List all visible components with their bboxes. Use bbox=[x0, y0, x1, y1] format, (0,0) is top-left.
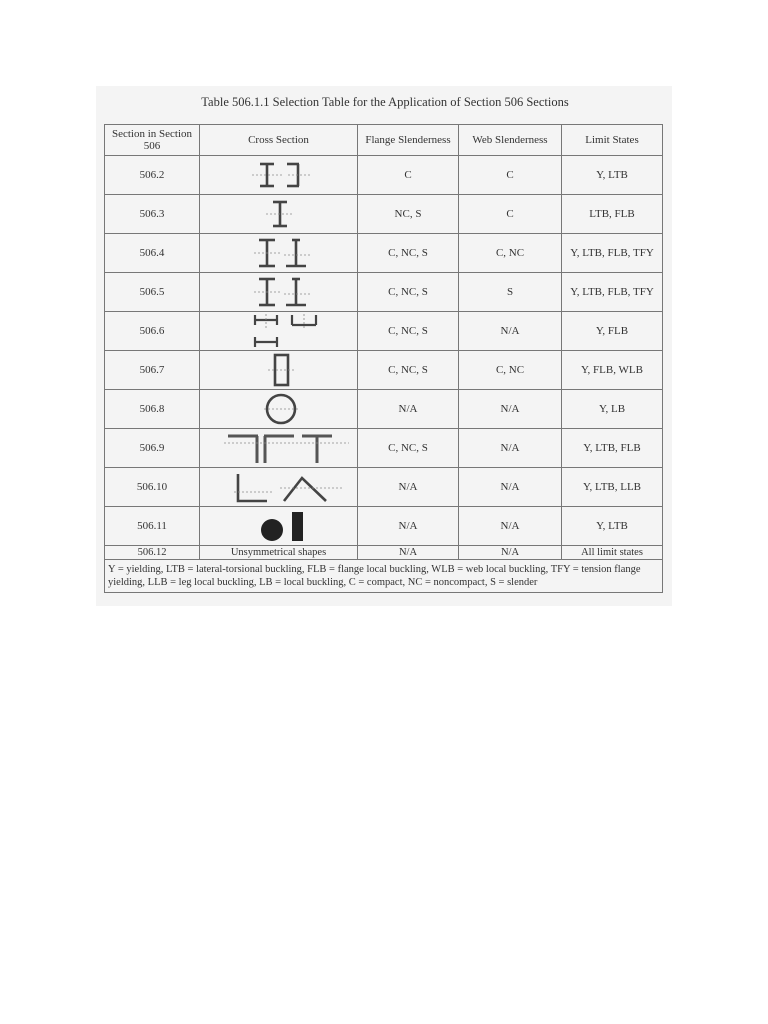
limit-cell: Y, FLB bbox=[562, 312, 663, 351]
limit-cell: Y, LTB bbox=[562, 507, 663, 546]
flange-cell: C bbox=[358, 156, 459, 195]
limit-cell: All limit states bbox=[562, 546, 663, 560]
limit-cell: Y, LTB bbox=[562, 156, 663, 195]
table-row bbox=[105, 195, 663, 234]
section-cell: 506.4 bbox=[105, 234, 200, 273]
web-cell: C bbox=[459, 156, 562, 195]
cross-section-cell bbox=[200, 273, 358, 312]
flange-cell: N/A bbox=[358, 507, 459, 546]
limit-cell: Y, FLB, WLB bbox=[562, 351, 663, 390]
web-cell: N/A bbox=[459, 390, 562, 429]
footnote-row bbox=[105, 560, 663, 593]
table-row bbox=[105, 234, 663, 273]
cross-section-cell bbox=[200, 507, 358, 546]
web-cell: N/A bbox=[459, 312, 562, 351]
limit-cell: Y, LTB, FLB, TFY bbox=[562, 273, 663, 312]
section-cell: 506.2 bbox=[105, 156, 200, 195]
flange-cell: N/A bbox=[358, 390, 459, 429]
cross-section-cell bbox=[200, 156, 358, 195]
section-cell: 506.11 bbox=[105, 507, 200, 546]
web-cell: C, NC bbox=[459, 351, 562, 390]
minor-axis-i-and-channel-icon bbox=[204, 314, 354, 348]
table-row bbox=[105, 156, 663, 195]
section-cell: 506.10 bbox=[105, 468, 200, 507]
section-cell: 506.5 bbox=[105, 273, 200, 312]
table-row bbox=[105, 273, 663, 312]
cross-section-cell bbox=[200, 468, 358, 507]
section-cell: 506.3 bbox=[105, 195, 200, 234]
cross-section-cell bbox=[200, 351, 358, 390]
doubly-and-singly-symmetric-i-icon bbox=[204, 236, 354, 270]
flange-cell: NC, S bbox=[358, 195, 459, 234]
doubly-and-singly-symmetric-i-icon bbox=[204, 275, 354, 309]
solid-round-and-rectangular-bar-icon bbox=[204, 509, 354, 543]
limit-cell: Y, LTB, LLB bbox=[562, 468, 663, 507]
web-cell: N/A bbox=[459, 546, 562, 560]
limit-cell: Y, LTB, FLB, TFY bbox=[562, 234, 663, 273]
web-cell: S bbox=[459, 273, 562, 312]
single-angle-icon bbox=[204, 470, 354, 504]
flange-cell: C, NC, S bbox=[358, 351, 459, 390]
web-cell: N/A bbox=[459, 507, 562, 546]
cross-section-cell bbox=[200, 195, 358, 234]
header-row bbox=[105, 125, 663, 156]
selection-table bbox=[104, 124, 663, 593]
i-shape-and-channel-icon bbox=[204, 158, 354, 192]
header-section: Section in Section 506 bbox=[105, 125, 200, 156]
section-cell: 506.7 bbox=[105, 351, 200, 390]
cross-section-cell bbox=[200, 234, 358, 273]
section-cell: 506.9 bbox=[105, 429, 200, 468]
table-row bbox=[105, 507, 663, 546]
web-cell: C bbox=[459, 195, 562, 234]
table-row bbox=[105, 351, 663, 390]
web-cell: C, NC bbox=[459, 234, 562, 273]
i-shape-icon bbox=[204, 197, 354, 231]
tee-and-double-angle-icon bbox=[204, 431, 354, 465]
web-cell: N/A bbox=[459, 468, 562, 507]
flange-cell: N/A bbox=[358, 546, 459, 560]
table-row bbox=[105, 429, 663, 468]
flange-cell: C, NC, S bbox=[358, 429, 459, 468]
header-cross-section: Cross Section bbox=[200, 125, 358, 156]
limit-cell: Y, LB bbox=[562, 390, 663, 429]
cross-section-cell bbox=[200, 312, 358, 351]
cross-section-cell bbox=[200, 429, 358, 468]
flange-cell: C, NC, S bbox=[358, 312, 459, 351]
section-cell: 506.12 bbox=[105, 546, 200, 560]
table-row bbox=[105, 312, 663, 351]
table-footnote: Y = yielding, LTB = lateral-torsional buckling, FLB = flange local buckling, WLB = web local buckling, TFY = tension flange yielding, LLB = leg local buckling, LB = local buckling, C = compact, NC = noncompact, S = slender bbox=[105, 560, 663, 593]
cross-section-cell: Unsymmetrical shapes bbox=[200, 546, 358, 560]
limit-cell: LTB, FLB bbox=[562, 195, 663, 234]
flange-cell: C, NC, S bbox=[358, 234, 459, 273]
web-cell: N/A bbox=[459, 429, 562, 468]
round-hss-icon bbox=[204, 392, 354, 426]
header-flange-slenderness: Flange Slenderness bbox=[358, 125, 459, 156]
flange-cell: N/A bbox=[358, 468, 459, 507]
header-web-slenderness: Web Slenderness bbox=[459, 125, 562, 156]
section-cell: 506.8 bbox=[105, 390, 200, 429]
section-cell: 506.6 bbox=[105, 312, 200, 351]
limit-cell: Y, LTB, FLB bbox=[562, 429, 663, 468]
header-limit-states: Limit States bbox=[562, 125, 663, 156]
table-row bbox=[105, 390, 663, 429]
flange-cell: C, NC, S bbox=[358, 273, 459, 312]
rectangular-hss-icon bbox=[204, 353, 354, 387]
table-row bbox=[105, 468, 663, 507]
table-row bbox=[105, 546, 663, 560]
cross-section-cell bbox=[200, 390, 358, 429]
table-caption: Table 506.1.1 Selection Table for the Application of Section 506 Sections bbox=[201, 95, 569, 109]
